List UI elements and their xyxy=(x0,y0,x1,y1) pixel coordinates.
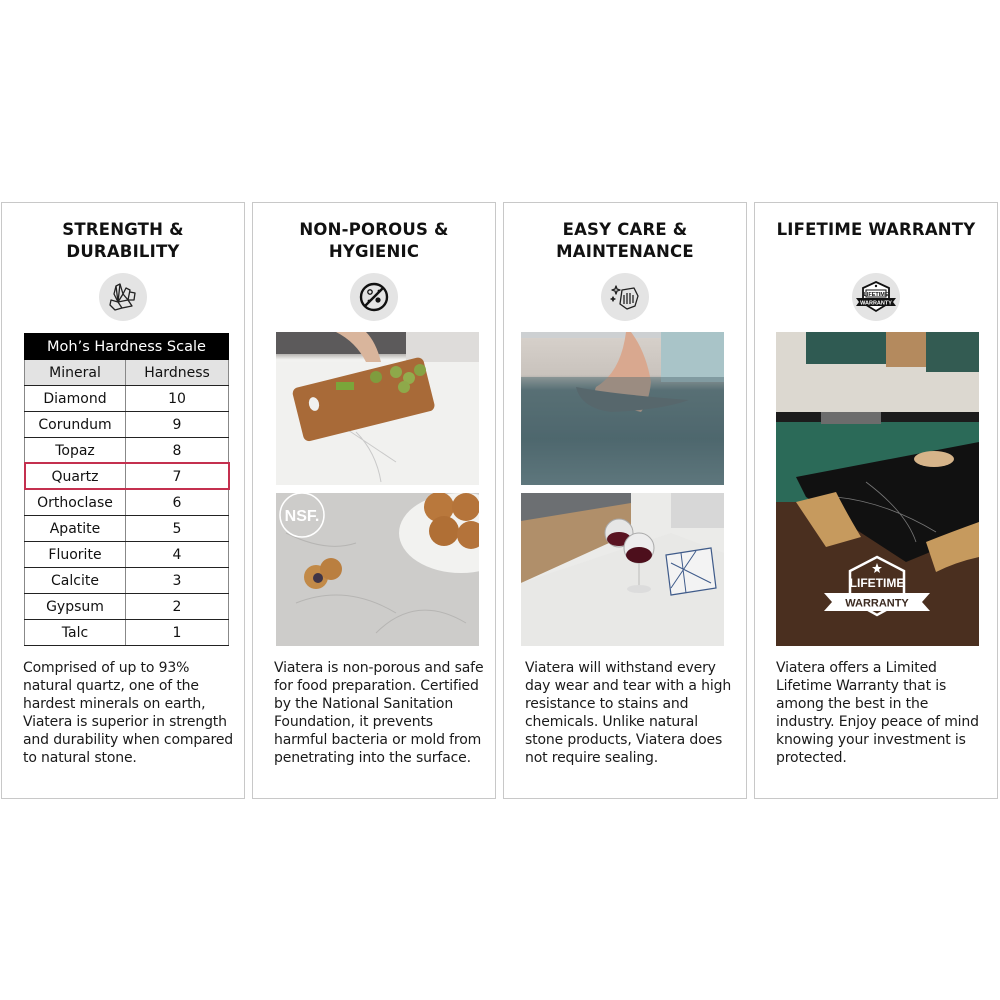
table-row-highlighted xyxy=(25,464,229,490)
hardness-cell: 9 xyxy=(126,412,229,438)
hardness-cell: 10 xyxy=(126,386,229,412)
title-line-2: MAINTENANCE xyxy=(556,242,694,261)
title-line-1: STRENGTH & xyxy=(62,220,184,239)
card-title xyxy=(504,219,746,263)
mineral-cell: Apatite xyxy=(25,516,126,542)
mineral-cell: Talc xyxy=(25,620,126,646)
hardness-cell: 8 xyxy=(126,438,229,464)
hardness-cell: 4 xyxy=(126,542,229,568)
svg-text:LIFETIME: LIFETIME xyxy=(849,576,905,590)
kitchen-photo xyxy=(776,332,979,646)
mohs-hardness-table xyxy=(24,333,229,646)
card-description: Viatera is non-porous and safe for food preparation. Certified by the National Sanitation Foundation, it prevents harmful bacteria or mold from penetrating into the surface. xyxy=(274,660,484,766)
table-row xyxy=(25,516,229,542)
card-non-porous-hygienic xyxy=(252,202,496,799)
card-strength-durability xyxy=(1,202,245,799)
table-row xyxy=(25,542,229,568)
table-row xyxy=(25,620,229,646)
mineral-cell: Gypsum xyxy=(25,594,126,620)
title-line-2: HYGIENIC xyxy=(328,242,420,261)
title-line-1: LIFETIME WARRANTY xyxy=(776,220,976,239)
hardness-cell: 6 xyxy=(126,490,229,516)
mineral-cell: Quartz xyxy=(25,464,126,490)
card-easy-care-maintenance xyxy=(503,202,747,799)
svg-text:LIFETIME: LIFETIME xyxy=(863,292,889,298)
cutting-board-photo xyxy=(276,332,479,485)
muffins-photo xyxy=(276,493,479,646)
hardness-cell: 2 xyxy=(126,594,229,620)
svg-text:WARRANTY: WARRANTY xyxy=(845,597,909,610)
card-description: Viatera offers a Limited Lifetime Warranty that is among the best in the industry. Enjoy peace of mind knowing your investment is protected. xyxy=(776,660,979,766)
title-line-1: EASY CARE & xyxy=(562,220,688,239)
mineral-cell: Orthoclase xyxy=(25,490,126,516)
card-title xyxy=(2,219,244,263)
table-row xyxy=(25,568,229,594)
wine-glasses-photo xyxy=(521,493,724,646)
no-bacteria-icon xyxy=(350,273,398,321)
card-lifetime-warranty xyxy=(754,202,998,799)
table-row xyxy=(25,594,229,620)
wiping-hand-icon xyxy=(601,273,649,321)
hardness-cell: 1 xyxy=(126,620,229,646)
column-header-hardness: Hardness xyxy=(126,360,229,386)
card-title xyxy=(253,219,495,263)
table-row xyxy=(25,412,229,438)
hardness-cell: 5 xyxy=(126,516,229,542)
crystal-icon xyxy=(99,273,147,321)
svg-text:NSF.: NSF. xyxy=(284,508,320,525)
wiping-countertop-photo xyxy=(521,332,724,485)
title-line-2: DURABILITY xyxy=(66,242,180,261)
table-caption: Moh’s Hardness Scale xyxy=(25,334,229,360)
table-row xyxy=(25,386,229,412)
hardness-cell: 7 xyxy=(126,464,229,490)
title-line-1: NON-POROUS & xyxy=(299,220,449,239)
mineral-cell: Diamond xyxy=(25,386,126,412)
mineral-cell: Topaz xyxy=(25,438,126,464)
card-description: Viatera will withstand every day wear and tear with a high resistance to stains and chemicals. Unlike natural stone products, Viatera does not require sealing. xyxy=(525,660,732,766)
mineral-cell: Fluorite xyxy=(25,542,126,568)
mineral-cell: Corundum xyxy=(25,412,126,438)
card-title xyxy=(755,219,997,241)
warranty-badge-icon xyxy=(852,273,900,321)
table-row xyxy=(25,438,229,464)
hardness-cell: 3 xyxy=(126,568,229,594)
svg-text:WARRANTY: WARRANTY xyxy=(860,300,892,307)
mineral-cell: Calcite xyxy=(25,568,126,594)
column-header-mineral: Mineral xyxy=(25,360,126,386)
card-description: Comprised of up to 93% natural quartz, one of the hardest minerals on earth, Viatera is superior in strength and durability when compared to natural stone. xyxy=(23,660,234,766)
table-row xyxy=(25,490,229,516)
